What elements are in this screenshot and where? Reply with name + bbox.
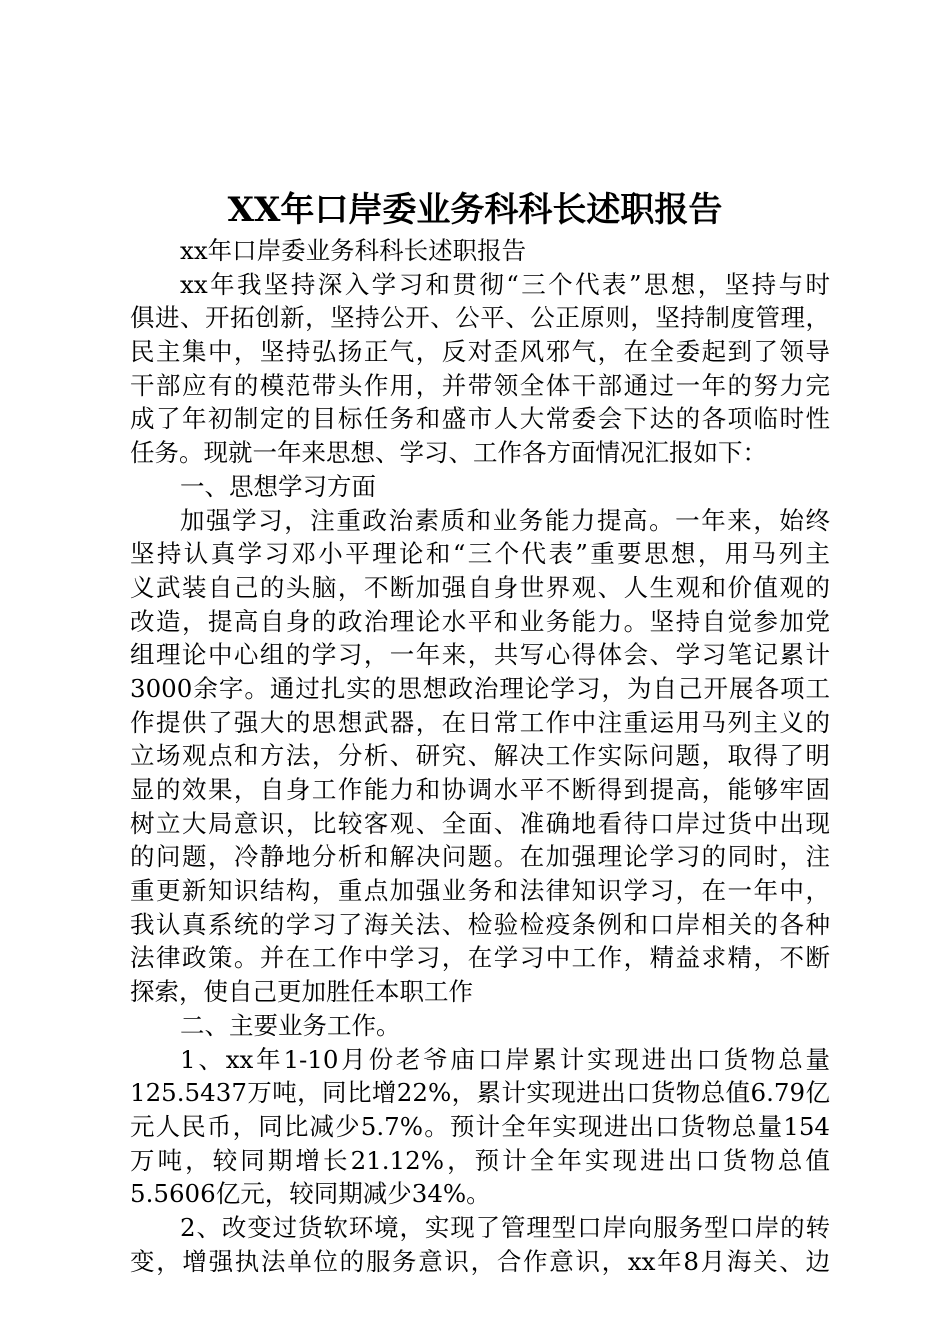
- body-line: 变，增强执法单位的服务意识，合作意识，xx年8月海关、边: [130, 1246, 830, 1276]
- body-line: 作提供了强大的思想武器，在日常工作中注重运用马列主义的: [130, 707, 830, 737]
- body-line: 任务。现就一年来思想、学习、工作各方面情况汇报如下：: [130, 438, 767, 468]
- body-line: 一、思想学习方面: [180, 471, 376, 501]
- body-line: 125.5437万吨，同比增22%，累计实现进出口货物总值6.79亿: [130, 1078, 830, 1108]
- body-line: 元人民币，同比减少5.7%。预计全年实现进出口货物总量154: [130, 1111, 830, 1141]
- body-line: 二、主要业务工作。: [180, 1010, 401, 1040]
- body-line: 1、xx年1-10月份老爷庙口岸累计实现进出口货物总量: [180, 1044, 830, 1074]
- body-line: 重更新知识结构，重点加强业务和法律知识学习，在一年中，: [130, 876, 830, 906]
- body-line: xx年口岸委业务科科长述职报告: [180, 236, 527, 265]
- document-title: XX年口岸委业务科科长述职报告: [227, 190, 723, 230]
- body-line: 显的效果，自身工作能力和协调水平不断得到提高，能够牢固: [130, 775, 830, 804]
- body-line: 5.5606亿元，较同期减少34%。: [130, 1179, 491, 1209]
- body-line: 民主集中，坚持弘扬正气，反对歪风邪气，在全委起到了领导: [130, 337, 830, 367]
- body-line: 探索，使自己更加胜任本职工作: [130, 977, 473, 1007]
- body-line: 2、改变过货软环境，实现了管理型口岸向服务型口岸的转: [180, 1212, 830, 1242]
- body-line: 我认真系统的学习了海关法、检验检疫条例和口岸相关的各种: [130, 909, 830, 939]
- body-line: 干部应有的模范带头作用，并带领全体干部通过一年的努力完: [130, 370, 830, 400]
- body-line: 坚持认真学习邓小平理论和“三个代表”重要思想，用马列主: [130, 539, 830, 569]
- document-body: [130, 234, 830, 1278]
- body-line: 义武装自己的头脑，不断加强自身世界观、人生观和价值观的: [130, 572, 830, 602]
- body-line: 树立大局意识，比较客观、全面、准确地看待口岸过货中出现: [130, 808, 830, 838]
- body-line: 组理论中心组的学习，一年来，共写心得体会、学习笔记累计: [130, 640, 830, 670]
- body-line: 俱进、开拓创新，坚持公开、公平、公正原则，坚持制度管理，: [130, 303, 830, 333]
- body-line: 加强学习，注重政治素质和业务能力提高。一年来，始终: [180, 505, 830, 535]
- body-line: 万吨，较同期增长21.12%，预计全年实现进出口货物总值: [130, 1145, 830, 1175]
- body-line: 改造，提高自身的政治理论水平和业务能力。坚持自觉参加党: [130, 606, 830, 636]
- body-line: 的问题，冷静地分析和解决问题。在加强理论学习的同时，注: [130, 842, 830, 872]
- body-line: 立场观点和方法，分析、研究、解决工作实际问题，取得了明: [130, 741, 830, 771]
- body-line: 3000余字。通过扎实的思想政治理论学习，为自己开展各项工: [130, 673, 830, 703]
- body-line: xx年我坚持深入学习和贯彻“三个代表”思想，坚持与时: [180, 269, 830, 299]
- body-line: 法律政策。并在工作中学习，在学习中工作，精益求精，不断: [130, 943, 830, 973]
- body-line: 成了年初制定的目标任务和盛市人大常委会下达的各项临时性: [130, 404, 830, 434]
